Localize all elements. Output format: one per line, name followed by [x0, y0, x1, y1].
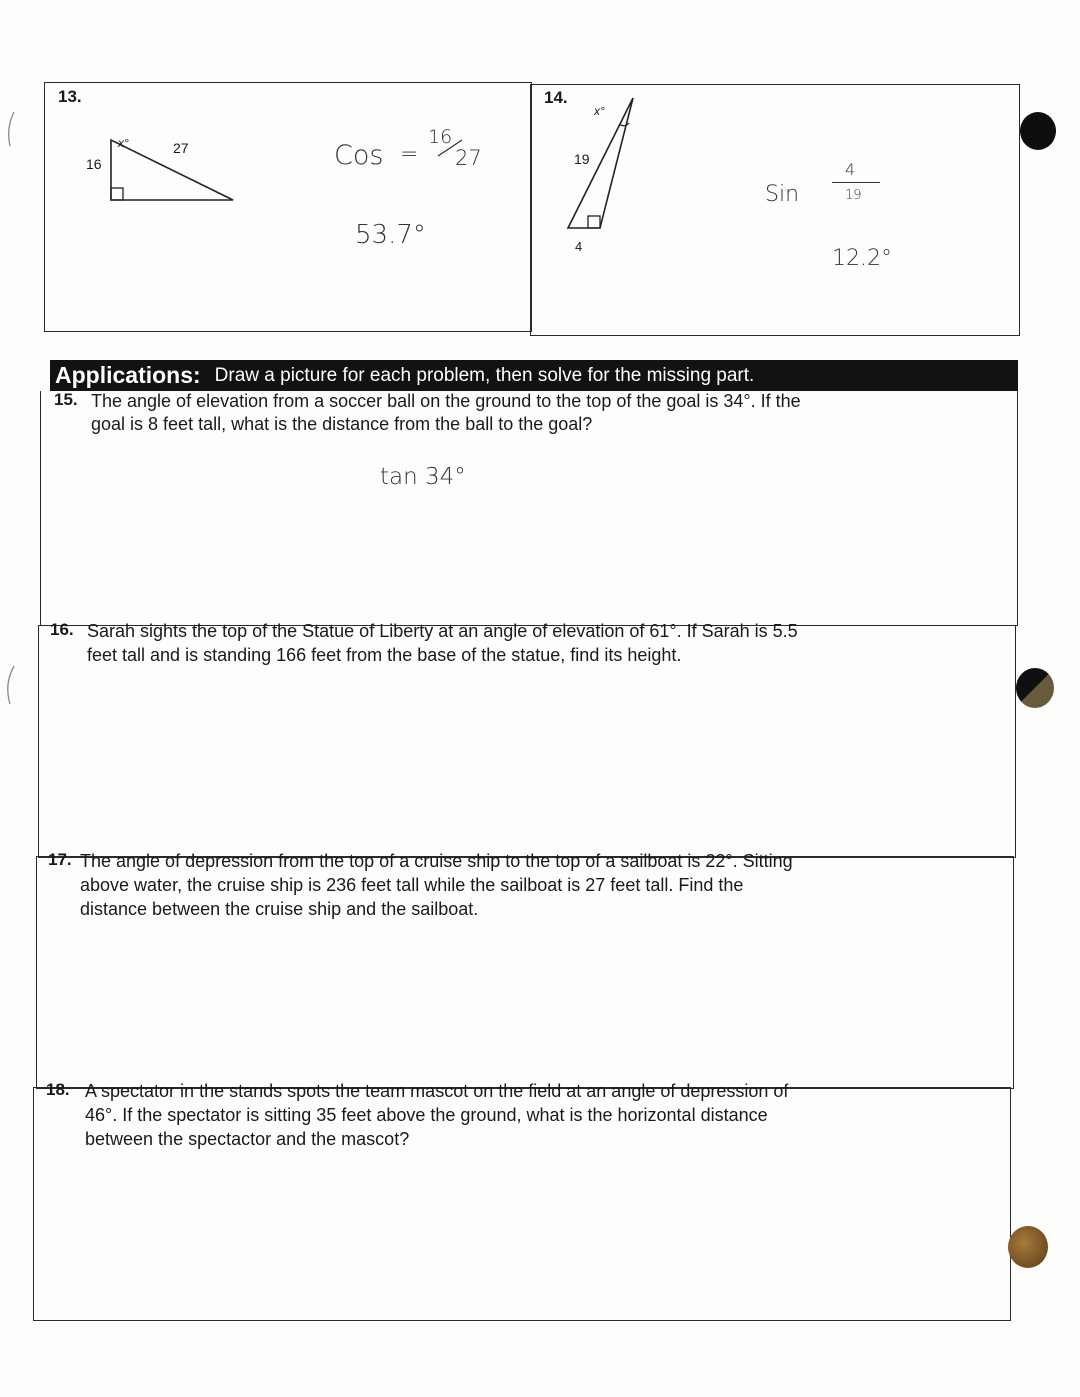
problem-15-number: 15.	[54, 390, 78, 409]
problem-13-work-func: Cos	[334, 140, 384, 171]
problem-13-leg-label: 16	[86, 156, 102, 172]
problem-14-leg-label: 4	[575, 239, 583, 254]
problem-14-angle-label: x°	[594, 104, 605, 118]
problem-13-work-den: 27	[455, 146, 482, 170]
applications-subtitle: Draw a picture for each problem, then solve for the missing part.	[214, 364, 755, 386]
problem-13-hyp-label: 27	[173, 140, 189, 156]
problem-18-line3: between the spectactor and the mascot?	[85, 1129, 410, 1149]
problem-18-number: 18.	[46, 1080, 70, 1099]
problem-17-line2: above water, the cruise ship is 236 feet tall while the sailboat is 27 feet tall. Find the	[80, 875, 744, 895]
applications-title: Applications:	[55, 362, 201, 388]
binder-hole-middle	[1016, 668, 1054, 708]
problem-17-line1: The angle of depression from the top of a cruise ship to the top of a sailboat is 22°. Sitting	[80, 851, 793, 871]
problem-14-work-answer: 12.2°	[832, 246, 892, 271]
binder-hole-top	[1020, 112, 1056, 150]
problem-16-number: 16.	[50, 620, 74, 639]
problem-18-line2: 46°. If the spectator is sitting 35 feet above the ground, what is the horizontal distance	[85, 1105, 768, 1125]
problem-14-work-func: Sin	[765, 182, 800, 207]
problem-17-number: 17.	[48, 850, 72, 869]
problem-15-line2: goal is 8 feet tall, what is the distance from the ball to the goal?	[91, 414, 593, 434]
problem-13-work-eq: =	[400, 142, 419, 167]
problem-14-work-den: 19	[845, 188, 862, 203]
problem-15-line1: The angle of elevation from a soccer ball on the ground to the top of the goal is 34°. If the	[91, 391, 801, 411]
problem-18-line1: A spectator in the stands spots the team mascot on the field at an angle of depression of	[85, 1081, 789, 1101]
problem-13-angle-label: x°	[118, 136, 129, 150]
left-margin-marks	[0, 100, 20, 720]
problem-16-line1: Sarah sights the top of the Statue of Liberty at an angle of elevation of 61°. If Sarah is 5.5	[87, 621, 798, 641]
problem-17-line3: distance between the cruise ship and the sailboat.	[80, 899, 479, 919]
applications-banner	[50, 360, 1018, 391]
problem-14-fraction-bar	[832, 182, 880, 183]
binder-hole-bottom	[1008, 1226, 1048, 1268]
problem-15-work: tan 34°	[380, 464, 466, 490]
problem-13-work-answer: 53.7°	[355, 220, 426, 250]
problem-14-work-num: 4	[845, 160, 856, 179]
problem-13-work-num: 16	[428, 126, 453, 148]
problem-16-line2: feet tall and is standing 166 feet from the base of the statue, find its height.	[87, 645, 682, 665]
problem-14-number: 14.	[544, 88, 568, 107]
problem-13-number: 13.	[58, 87, 82, 106]
problem-14-hyp-label: 19	[574, 151, 590, 167]
